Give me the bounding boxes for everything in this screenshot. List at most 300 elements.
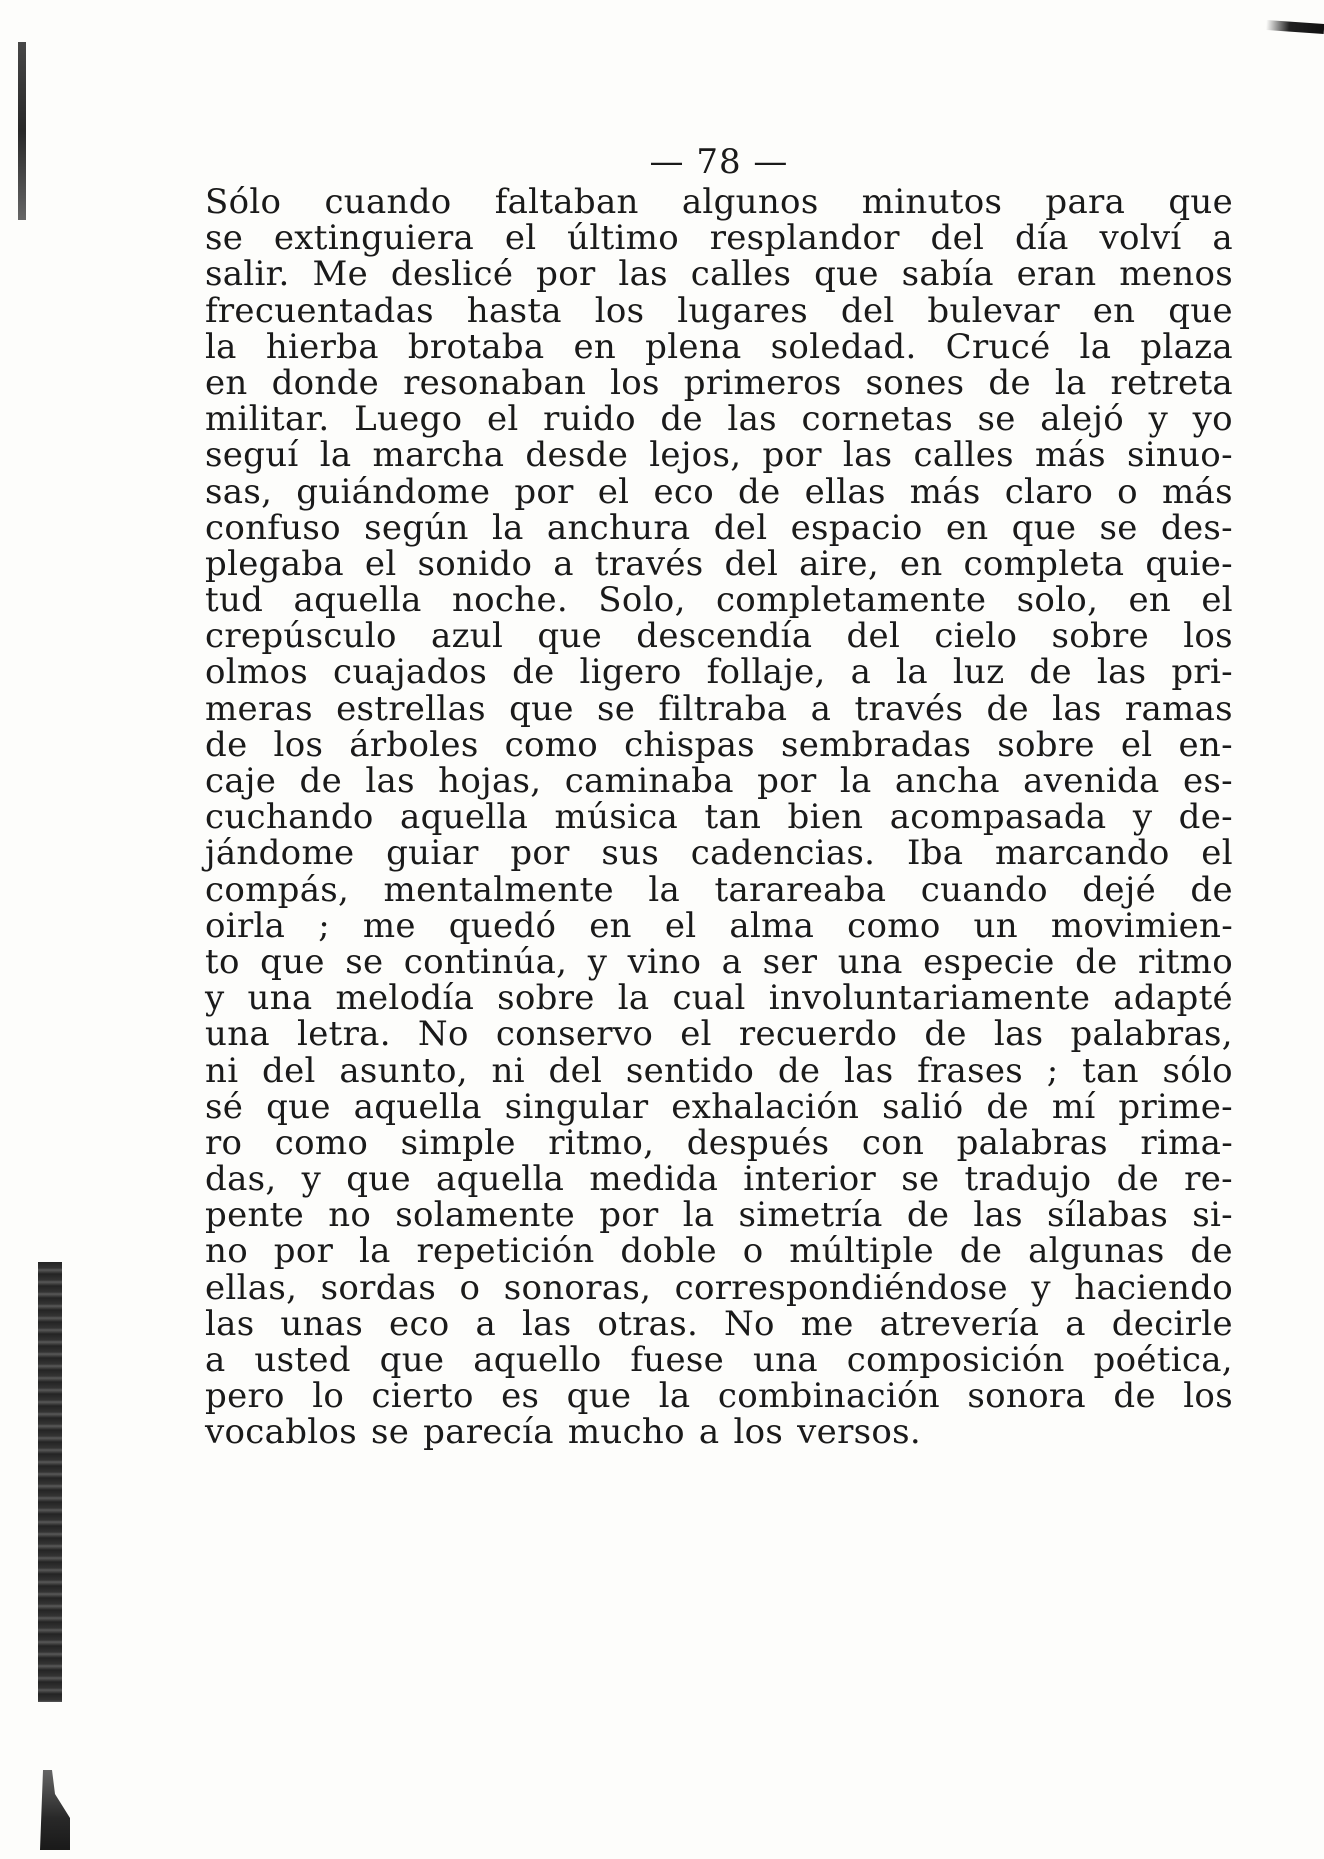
word: claro bbox=[1004, 471, 1094, 512]
word: se bbox=[977, 399, 1016, 440]
word: vino bbox=[627, 941, 702, 982]
word: mí bbox=[1051, 1086, 1096, 1127]
word: de bbox=[777, 1050, 821, 1091]
word: la bbox=[491, 507, 524, 548]
word: marcando bbox=[995, 833, 1170, 874]
text-line bbox=[205, 580, 1233, 621]
word: resplandor bbox=[709, 218, 900, 259]
word: de bbox=[924, 1014, 967, 1055]
text-line bbox=[205, 1267, 1233, 1308]
word: aquella bbox=[353, 1086, 482, 1127]
word: las bbox=[727, 399, 777, 440]
word: simple bbox=[400, 1122, 516, 1163]
word: mentalmente bbox=[383, 869, 614, 910]
word: versos. bbox=[797, 1412, 922, 1453]
text-line bbox=[205, 833, 1233, 874]
word: la bbox=[682, 1195, 715, 1236]
word: a bbox=[1065, 1303, 1086, 1344]
word: cuajados bbox=[332, 652, 488, 693]
word: noche. bbox=[451, 580, 568, 621]
word: combinación bbox=[717, 1376, 941, 1417]
word: el bbox=[1201, 833, 1233, 874]
word: exhalación bbox=[671, 1086, 860, 1127]
word: ritmo bbox=[1137, 941, 1233, 982]
word: hojas, bbox=[438, 761, 542, 801]
word: más bbox=[1162, 471, 1233, 512]
word: de bbox=[986, 688, 1029, 729]
word: través bbox=[854, 688, 964, 729]
word: que bbox=[509, 688, 574, 729]
word: hierba bbox=[265, 326, 379, 367]
word: ancha bbox=[894, 761, 1000, 801]
word: más bbox=[1035, 435, 1106, 476]
word: Sólo bbox=[205, 182, 282, 222]
word: acompasada bbox=[889, 797, 1107, 838]
word: las bbox=[618, 254, 668, 295]
word: quedó bbox=[448, 905, 557, 946]
word: del bbox=[262, 1050, 316, 1091]
word: del bbox=[724, 543, 779, 584]
text-line bbox=[205, 652, 1233, 693]
word: cuchando bbox=[205, 797, 374, 838]
word: música bbox=[554, 797, 679, 838]
word: me bbox=[800, 1303, 854, 1344]
word: por bbox=[510, 833, 570, 874]
word: que bbox=[566, 1376, 632, 1417]
word: lugares bbox=[677, 290, 809, 331]
word: descendía bbox=[636, 616, 813, 657]
word: cornetas bbox=[801, 399, 954, 440]
word: azul bbox=[431, 616, 504, 657]
text-line bbox=[205, 941, 1233, 982]
word: se bbox=[901, 1159, 940, 1200]
word: las bbox=[842, 435, 893, 476]
word: cielo bbox=[934, 616, 1018, 657]
text-line bbox=[205, 507, 1233, 548]
word: y bbox=[1148, 399, 1169, 440]
word: por bbox=[273, 1231, 334, 1272]
word: en bbox=[205, 362, 248, 403]
word: como bbox=[504, 724, 599, 765]
text-line bbox=[205, 1195, 1233, 1236]
word: de bbox=[738, 471, 781, 512]
word: composición bbox=[846, 1340, 1065, 1380]
word: algunos bbox=[681, 182, 819, 222]
word: eran bbox=[1016, 254, 1097, 295]
word: avenida bbox=[1023, 761, 1160, 801]
word: sinuo- bbox=[1126, 435, 1233, 476]
word: cierto bbox=[371, 1376, 474, 1417]
word: las bbox=[843, 1050, 894, 1091]
word: guiar bbox=[386, 833, 479, 874]
word: en- bbox=[1178, 724, 1233, 765]
word: de bbox=[512, 652, 555, 693]
word: oirla bbox=[205, 905, 286, 946]
word: que bbox=[537, 616, 603, 657]
word: deslicé bbox=[390, 254, 514, 295]
word: y bbox=[587, 941, 608, 982]
word: que bbox=[1168, 290, 1233, 331]
word: que bbox=[266, 1086, 331, 1127]
word: el bbox=[1120, 724, 1153, 765]
word: el bbox=[486, 399, 519, 440]
word: No bbox=[724, 1303, 775, 1344]
word: des- bbox=[1160, 507, 1233, 548]
binding-shadow-lower bbox=[38, 1262, 62, 1702]
word: No bbox=[417, 1014, 469, 1055]
word: los bbox=[273, 724, 324, 765]
word: sabía bbox=[901, 254, 994, 295]
word: algunas bbox=[1028, 1231, 1165, 1272]
word: cuando bbox=[324, 182, 452, 222]
word: la bbox=[617, 978, 650, 1019]
word: sonido bbox=[417, 543, 533, 584]
text-line bbox=[205, 688, 1233, 729]
word: estrellas bbox=[336, 688, 486, 729]
word: aquella bbox=[400, 797, 529, 838]
word: chispas bbox=[624, 724, 755, 765]
word: soledad. bbox=[770, 326, 917, 367]
word: que bbox=[1168, 182, 1233, 222]
word: seguí bbox=[205, 435, 299, 476]
word: una bbox=[837, 941, 903, 982]
word: unas bbox=[280, 1303, 364, 1344]
text-line bbox=[205, 254, 1233, 295]
word: pero bbox=[205, 1376, 285, 1417]
word: sobre bbox=[497, 978, 595, 1019]
page-number: — 78 — bbox=[649, 142, 789, 182]
word: y bbox=[205, 978, 225, 1019]
word: aire, bbox=[799, 543, 879, 584]
word: la bbox=[319, 435, 352, 476]
word: menos bbox=[1119, 254, 1233, 295]
word: quie- bbox=[1145, 543, 1233, 584]
word: es- bbox=[1182, 761, 1233, 801]
text-line bbox=[205, 362, 1233, 403]
word: aquello bbox=[473, 1340, 602, 1380]
word: los bbox=[594, 290, 645, 331]
word: sordas bbox=[320, 1267, 437, 1308]
word: salió bbox=[882, 1086, 964, 1127]
scan-edge-mark bbox=[1266, 20, 1324, 34]
word: las bbox=[1096, 652, 1147, 693]
word: árboles bbox=[349, 724, 479, 765]
word: yo bbox=[1192, 399, 1233, 440]
word: fuese bbox=[630, 1340, 725, 1380]
word: retreta bbox=[1110, 362, 1233, 403]
word: sas, bbox=[205, 471, 273, 512]
word: mucho bbox=[567, 1412, 685, 1453]
word: a bbox=[475, 1303, 497, 1344]
word: correspondiéndose bbox=[674, 1267, 1008, 1308]
word: del bbox=[846, 616, 901, 657]
word: se bbox=[345, 941, 384, 982]
word: por bbox=[514, 471, 574, 512]
word: primeros bbox=[683, 362, 842, 403]
word: sembradas bbox=[780, 724, 972, 765]
text-line bbox=[205, 1122, 1233, 1163]
word: cual bbox=[672, 978, 746, 1019]
word: solamente bbox=[395, 1195, 576, 1236]
word: el bbox=[504, 218, 537, 259]
word: militar. bbox=[205, 399, 330, 440]
word: del bbox=[930, 218, 985, 259]
text-line bbox=[205, 1050, 1233, 1091]
word: ligero bbox=[579, 652, 682, 693]
text-line bbox=[205, 869, 1233, 910]
word: volví bbox=[1099, 218, 1182, 259]
word: involuntariamente bbox=[768, 978, 1091, 1019]
word: frases bbox=[917, 1050, 1024, 1091]
word: extinguiera bbox=[273, 218, 475, 259]
word: parecía bbox=[423, 1412, 554, 1453]
word: la bbox=[839, 761, 872, 801]
word: y bbox=[301, 1159, 322, 1200]
word: que bbox=[260, 941, 325, 982]
word: ruido bbox=[543, 399, 636, 440]
word: de bbox=[959, 1231, 1003, 1272]
word: a bbox=[810, 688, 832, 729]
word: que bbox=[346, 1159, 411, 1200]
word: como bbox=[274, 1122, 369, 1163]
word: tarareaba bbox=[714, 869, 887, 910]
word: como bbox=[847, 905, 941, 946]
word: una bbox=[205, 1014, 270, 1055]
word: salir. bbox=[205, 254, 290, 295]
word: a bbox=[1212, 218, 1233, 259]
text-line bbox=[205, 724, 1233, 765]
word: palabras, bbox=[1070, 1014, 1233, 1055]
word: el bbox=[597, 471, 630, 512]
word: por bbox=[762, 435, 822, 476]
word: la bbox=[205, 326, 237, 367]
word: en bbox=[573, 326, 617, 367]
word: la bbox=[896, 652, 928, 693]
word: ; bbox=[1046, 1050, 1059, 1091]
word: después bbox=[686, 1122, 830, 1163]
word: los bbox=[1183, 616, 1233, 657]
word: sonoras, bbox=[503, 1267, 652, 1308]
word: los bbox=[733, 1412, 784, 1453]
word: jándome bbox=[205, 833, 355, 874]
word: una bbox=[247, 978, 313, 1019]
word: del bbox=[713, 507, 768, 548]
word: o bbox=[459, 1267, 481, 1308]
text-line bbox=[205, 797, 1233, 838]
word: haciendo bbox=[1074, 1267, 1233, 1308]
word: de bbox=[1190, 869, 1233, 910]
word: en bbox=[1128, 580, 1172, 621]
word: se bbox=[597, 688, 636, 729]
text-line bbox=[205, 543, 1233, 584]
word: en bbox=[1092, 290, 1136, 331]
word: lejos, bbox=[649, 435, 742, 476]
word: vocablos bbox=[205, 1412, 357, 1453]
text-line bbox=[205, 1231, 1233, 1272]
word: se bbox=[370, 1412, 410, 1453]
word: que bbox=[379, 1340, 445, 1380]
text-line bbox=[205, 978, 1233, 1019]
word: letra. bbox=[297, 1014, 391, 1055]
word: sílabas bbox=[1047, 1195, 1169, 1236]
word: las bbox=[365, 761, 415, 801]
word: plegaba bbox=[205, 543, 344, 584]
word: eco bbox=[653, 471, 714, 512]
word: poética, bbox=[1093, 1340, 1233, 1380]
word: ser bbox=[762, 941, 818, 982]
word: conservo bbox=[495, 1014, 654, 1055]
word: o bbox=[742, 1231, 764, 1272]
word: caminaba bbox=[564, 761, 734, 801]
word: de bbox=[299, 761, 343, 801]
word: cadencias. bbox=[690, 833, 876, 874]
text-line bbox=[205, 184, 1233, 220]
word: o bbox=[1117, 471, 1138, 512]
text-line bbox=[205, 1303, 1233, 1344]
word: el bbox=[1201, 580, 1233, 621]
word: último bbox=[567, 218, 679, 259]
word: sólo bbox=[1162, 1050, 1233, 1091]
word: en bbox=[899, 543, 943, 584]
word: ellas bbox=[804, 471, 886, 512]
word: minutos bbox=[861, 182, 1003, 222]
word: melodía bbox=[335, 978, 475, 1019]
word: se bbox=[205, 218, 244, 259]
word: Luego bbox=[354, 399, 463, 440]
word: el bbox=[364, 543, 397, 584]
word: singular bbox=[504, 1086, 649, 1127]
word: calles bbox=[913, 435, 1014, 476]
word: brotaba bbox=[407, 326, 545, 367]
word: las bbox=[993, 1014, 1044, 1055]
word: no bbox=[328, 1195, 372, 1236]
word: desde bbox=[525, 435, 629, 476]
word: que bbox=[814, 254, 879, 295]
word: a bbox=[205, 1340, 226, 1380]
word: bien bbox=[787, 797, 864, 838]
word: sones bbox=[865, 362, 965, 403]
word: cuando bbox=[920, 869, 1048, 910]
word: por bbox=[536, 254, 596, 295]
word: día bbox=[1014, 218, 1069, 259]
word: plaza bbox=[1140, 326, 1233, 367]
word: y bbox=[1031, 1267, 1051, 1308]
word: por bbox=[599, 1195, 659, 1236]
word: dejé bbox=[1082, 869, 1157, 910]
word: de bbox=[205, 724, 248, 765]
word: ni bbox=[205, 1050, 239, 1091]
word: caje bbox=[205, 761, 277, 801]
word: medida bbox=[589, 1159, 719, 1200]
word: las bbox=[521, 1303, 572, 1344]
word: a bbox=[553, 543, 574, 584]
word: to bbox=[205, 941, 240, 982]
word: completa bbox=[963, 543, 1125, 584]
word: marcha bbox=[372, 435, 505, 476]
word: sus bbox=[601, 833, 660, 874]
word: usted bbox=[254, 1340, 351, 1380]
word: ro bbox=[205, 1122, 243, 1163]
text-line bbox=[205, 435, 1233, 476]
word: aquella bbox=[293, 580, 422, 621]
word: resonaban bbox=[403, 362, 587, 403]
word: confuso bbox=[205, 507, 341, 548]
word: de bbox=[1075, 941, 1118, 982]
word: de bbox=[1113, 1376, 1156, 1417]
word: según bbox=[364, 507, 469, 548]
word: sobre bbox=[1051, 616, 1150, 657]
word: olmos bbox=[205, 652, 309, 693]
word: movimien- bbox=[1050, 905, 1233, 946]
word: frecuentadas bbox=[205, 290, 434, 331]
word: el bbox=[664, 905, 697, 946]
text-line bbox=[205, 1342, 1233, 1378]
word: espacio bbox=[790, 507, 923, 548]
page-text bbox=[205, 142, 1233, 1451]
word: de bbox=[986, 1086, 1029, 1127]
word: sobre bbox=[997, 724, 1095, 765]
binding-shadow-upper bbox=[18, 42, 26, 220]
word: decirle bbox=[1111, 1303, 1233, 1344]
word: tan bbox=[1082, 1050, 1139, 1091]
word: tan bbox=[704, 797, 762, 838]
word: completamente bbox=[715, 580, 987, 621]
text-line bbox=[205, 399, 1233, 440]
binding-shadow-bottom bbox=[40, 1770, 70, 1850]
word: a bbox=[721, 941, 743, 982]
text-line bbox=[205, 616, 1233, 657]
text-line bbox=[205, 1014, 1233, 1055]
word: me bbox=[362, 905, 416, 946]
text-line bbox=[205, 905, 1233, 946]
word: de bbox=[1116, 1159, 1160, 1200]
word: sé bbox=[205, 1086, 244, 1127]
word: ellas, bbox=[205, 1267, 298, 1308]
word: las bbox=[1052, 688, 1102, 729]
word: la bbox=[1054, 362, 1087, 403]
word: Iba bbox=[906, 833, 964, 874]
word: de- bbox=[1178, 797, 1233, 838]
word: palabras bbox=[956, 1122, 1108, 1163]
word: Solo, bbox=[598, 580, 686, 621]
text-line bbox=[205, 1086, 1233, 1127]
word: calles bbox=[690, 254, 792, 295]
word: la bbox=[1079, 326, 1112, 367]
word: la bbox=[658, 1376, 691, 1417]
word: de bbox=[660, 399, 703, 440]
word: y bbox=[1132, 797, 1153, 838]
word: crepúsculo bbox=[205, 616, 397, 657]
text-line bbox=[205, 1412, 1233, 1453]
word: das, bbox=[205, 1159, 277, 1200]
word: compás, bbox=[205, 869, 350, 910]
word: con bbox=[861, 1122, 925, 1163]
word: los bbox=[1183, 1376, 1233, 1417]
word: un bbox=[973, 905, 1018, 946]
word: guiándome bbox=[296, 471, 491, 512]
word: tradujo bbox=[964, 1159, 1092, 1200]
word: del bbox=[548, 1050, 603, 1091]
word: se bbox=[1099, 507, 1138, 548]
word: atrevería bbox=[879, 1303, 1040, 1344]
word: hasta bbox=[466, 290, 562, 331]
word: a bbox=[850, 652, 872, 693]
word: alma bbox=[729, 905, 815, 946]
word: ; bbox=[318, 905, 330, 946]
word: ritmo, bbox=[548, 1122, 655, 1163]
word: doble bbox=[620, 1231, 717, 1272]
word: bulevar bbox=[927, 290, 1060, 331]
